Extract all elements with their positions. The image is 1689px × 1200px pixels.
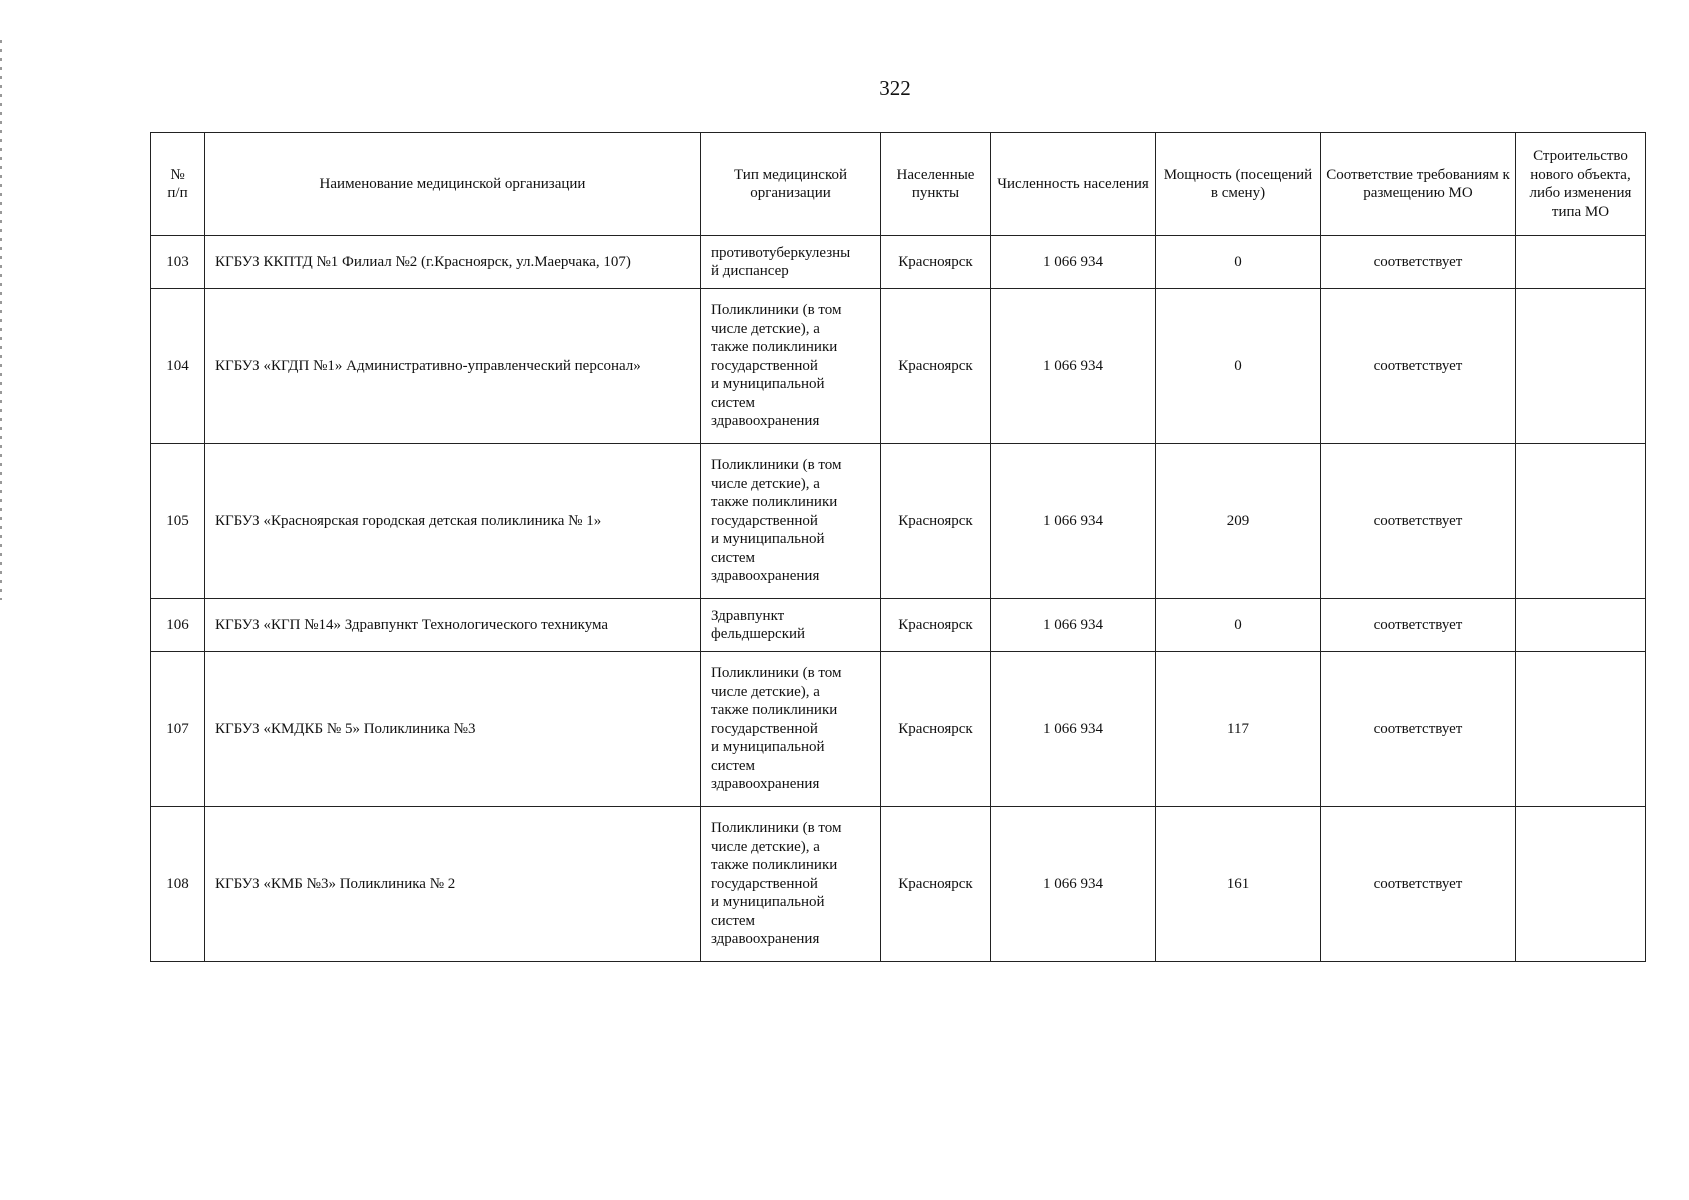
cell-construction [1516, 807, 1646, 962]
header-capacity: Мощность (посещений в смену) [1156, 133, 1321, 236]
cell-construction [1516, 444, 1646, 599]
cell-organization-name: КГБУЗ «КМДКБ № 5» Поликлиника №3 [205, 652, 701, 807]
table-row [151, 807, 1646, 962]
cell-capacity: 117 [1156, 652, 1321, 807]
header-organization-name: Наименование медицинской организации [205, 133, 701, 236]
cell-number: 105 [151, 444, 205, 599]
header-organization-type: Тип медицинской организации [701, 133, 881, 236]
cell-compliance: соответствует [1321, 599, 1516, 652]
cell-capacity: 0 [1156, 236, 1321, 289]
cell-population: 1 066 934 [991, 444, 1156, 599]
cell-number: 106 [151, 599, 205, 652]
cell-population: 1 066 934 [991, 599, 1156, 652]
page-number: 322 [879, 76, 911, 100]
cell-population: 1 066 934 [991, 807, 1156, 962]
cell-settlement: Красноярск [881, 289, 991, 444]
cell-number: 108 [151, 807, 205, 962]
cell-capacity: 209 [1156, 444, 1321, 599]
cell-population: 1 066 934 [991, 236, 1156, 289]
cell-capacity: 0 [1156, 289, 1321, 444]
cell-compliance: соответствует [1321, 236, 1516, 289]
cell-compliance: соответствует [1321, 289, 1516, 444]
cell-organization-name: КГБУЗ «КГДП №1» Административно-управленческий персонал» [205, 289, 701, 444]
cell-organization-name: КГБУЗ «КМБ №3» Поликлиника № 2 [205, 807, 701, 962]
cell-construction [1516, 599, 1646, 652]
scan-edge-artifact [0, 40, 2, 600]
cell-number: 104 [151, 289, 205, 444]
cell-organization-type: Поликлиники (в том числе детские), а также поликлиники государственной и муниципальной систем здравоохранения [701, 289, 881, 444]
cell-compliance: соответствует [1321, 444, 1516, 599]
cell-number: 103 [151, 236, 205, 289]
cell-construction [1516, 652, 1646, 807]
cell-settlement: Красноярск [881, 807, 991, 962]
cell-capacity: 0 [1156, 599, 1321, 652]
header-compliance: Соответствие требованиям к размещению МО [1321, 133, 1516, 236]
cell-organization-name: КГБУЗ «КГП №14» Здравпункт Технологического техникума [205, 599, 701, 652]
cell-compliance: соответствует [1321, 807, 1516, 962]
cell-construction [1516, 289, 1646, 444]
cell-population: 1 066 934 [991, 652, 1156, 807]
header-construction: Строительство нового объекта, либо изменения типа МО [1516, 133, 1646, 236]
table-row [151, 444, 1646, 599]
cell-settlement: Красноярск [881, 236, 991, 289]
cell-organization-type: Здравпункт фельдшерский [701, 599, 881, 652]
table-header-row [151, 133, 1646, 236]
cell-settlement: Красноярск [881, 444, 991, 599]
cell-construction [1516, 236, 1646, 289]
cell-organization-name: КГБУЗ ККПТД №1 Филиал №2 (г.Красноярск, ул.Маерчака, 107) [205, 236, 701, 289]
cell-capacity: 161 [1156, 807, 1321, 962]
cell-organization-type: Поликлиники (в том числе детские), а также поликлиники государственной и муниципальной систем здравоохранения [701, 444, 881, 599]
facilities-table [150, 132, 1646, 962]
header-settlements: Населенные пункты [881, 133, 991, 236]
cell-organization-name: КГБУЗ «Красноярская городская детская поликлиника № 1» [205, 444, 701, 599]
cell-settlement: Красноярск [881, 652, 991, 807]
cell-population: 1 066 934 [991, 289, 1156, 444]
cell-number: 107 [151, 652, 205, 807]
cell-settlement: Красноярск [881, 599, 991, 652]
header-number: № п/п [151, 133, 205, 236]
cell-organization-type: противотуберкулезны й диспансер [701, 236, 881, 289]
cell-organization-type: Поликлиники (в том числе детские), а также поликлиники государственной и муниципальной систем здравоохранения [701, 807, 881, 962]
table-row [151, 599, 1646, 652]
cell-organization-type: Поликлиники (в том числе детские), а также поликлиники государственной и муниципальной систем здравоохранения [701, 652, 881, 807]
table-row [151, 289, 1646, 444]
cell-compliance: соответствует [1321, 652, 1516, 807]
table-row [151, 236, 1646, 289]
table-row [151, 652, 1646, 807]
header-population: Численность населения [991, 133, 1156, 236]
